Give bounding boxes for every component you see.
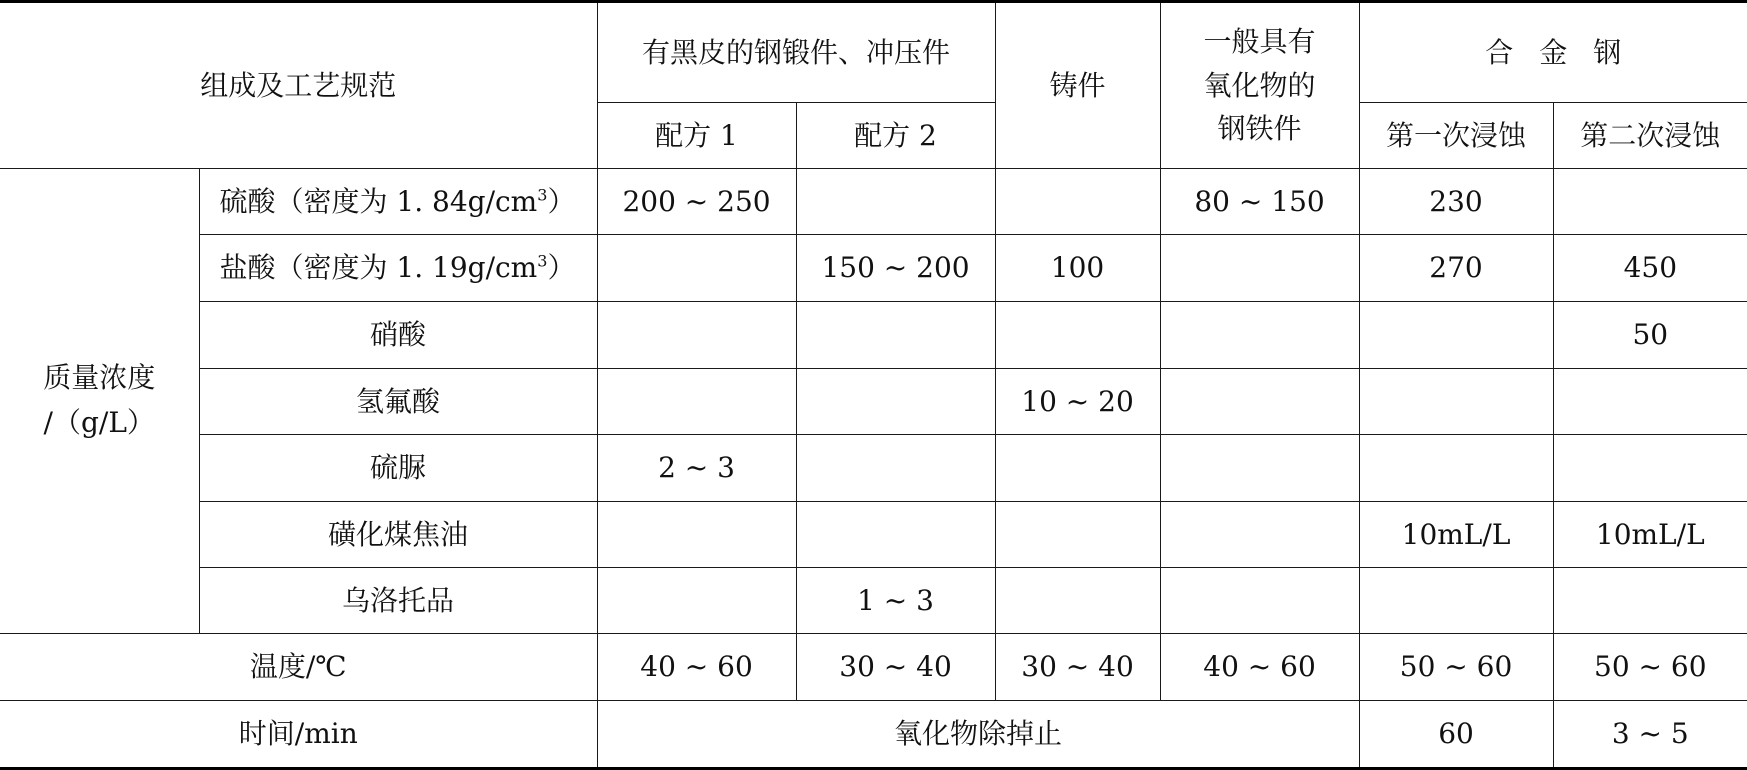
cell: 60	[1359, 701, 1553, 769]
cell	[1359, 369, 1553, 435]
cell: 100	[995, 235, 1160, 302]
cell	[1553, 435, 1747, 502]
cell	[995, 568, 1160, 634]
time-row	[0, 701, 1747, 769]
cell	[1160, 568, 1359, 634]
table-row	[0, 169, 1747, 235]
cell	[1160, 235, 1359, 302]
cell: 1 ~ 3	[796, 568, 995, 634]
row-name: 氢氟酸	[199, 369, 597, 435]
cell: 50 ~ 60	[1553, 634, 1747, 701]
temperature-row	[0, 634, 1747, 701]
cell	[1160, 435, 1359, 502]
cell: 50 ~ 60	[1359, 634, 1553, 701]
cell	[995, 169, 1160, 235]
cell: 50	[1553, 302, 1747, 369]
header-etch-1: 第一次浸蚀	[1359, 103, 1553, 169]
header-formula-2: 配方 2	[796, 103, 995, 169]
table-row	[0, 235, 1747, 302]
cell: 40 ~ 60	[1160, 634, 1359, 701]
cell: 3 ~ 5	[1553, 701, 1747, 769]
cell: 150 ~ 200	[796, 235, 995, 302]
header-etch-2: 第二次浸蚀	[1553, 103, 1747, 169]
time-merged-cell: 氧化物除掉止	[597, 701, 1359, 769]
cell: 30 ~ 40	[796, 634, 995, 701]
cell	[1553, 369, 1747, 435]
cell	[1553, 169, 1747, 235]
row-name: 磺化煤焦油	[199, 502, 597, 568]
group-unit: /（g/L）	[43, 406, 155, 439]
cell	[995, 502, 1160, 568]
cell	[1359, 435, 1553, 502]
cell: 10mL/L	[1359, 502, 1553, 568]
table-row	[0, 369, 1747, 435]
cell: 450	[1553, 235, 1747, 302]
cell: 80 ~ 150	[1160, 169, 1359, 235]
group-label-cell	[0, 169, 199, 634]
header-forging: 有黑皮的钢锻件、冲压件	[597, 2, 995, 103]
cell: 2 ~ 3	[597, 435, 796, 502]
header-oxide-text: 一般具有氧化物的钢铁件	[1203, 25, 1316, 146]
cell: 10 ~ 20	[995, 369, 1160, 435]
cell	[796, 435, 995, 502]
header-oxide-steel	[1160, 2, 1359, 169]
cell: 10mL/L	[1553, 502, 1747, 568]
table-row	[0, 302, 1747, 369]
header-alloy-steel	[1359, 2, 1747, 103]
temperature-label: 温度/℃	[0, 634, 597, 701]
row-name: 硝酸	[199, 302, 597, 369]
cell: 30 ~ 40	[995, 634, 1160, 701]
table-row	[0, 568, 1747, 634]
cell	[597, 502, 796, 568]
cell	[1160, 302, 1359, 369]
row-name: 硫酸（密度为 1. $84g/cm^3$）	[199, 169, 597, 235]
cell	[597, 568, 796, 634]
cell	[1359, 302, 1553, 369]
cell	[1359, 568, 1553, 634]
header-casting: 铸件	[995, 2, 1160, 169]
cell	[1160, 369, 1359, 435]
cell: 200 ~ 250	[597, 169, 796, 235]
table-row	[0, 502, 1747, 568]
cell	[995, 435, 1160, 502]
cell	[796, 169, 995, 235]
cell	[995, 302, 1160, 369]
cell	[796, 502, 995, 568]
time-label: 时间/min	[0, 701, 597, 769]
cell	[796, 369, 995, 435]
row-name: 盐酸（密度为 1. $19g/cm^3$）	[199, 235, 597, 302]
header-alloy-text: 合金钢	[1485, 35, 1648, 69]
group-label: 质量浓度	[43, 361, 156, 395]
header-formula-1: 配方 1	[597, 103, 796, 169]
cell	[597, 235, 796, 302]
cell: 270	[1359, 235, 1553, 302]
row-name: 硫脲	[199, 435, 597, 502]
cell	[796, 302, 995, 369]
table-row	[0, 435, 1747, 502]
cell	[597, 369, 796, 435]
cell: 230	[1359, 169, 1553, 235]
cell: 40 ~ 60	[597, 634, 796, 701]
row-name: 乌洛托品	[199, 568, 597, 634]
header-spec: 组成及工艺规范	[0, 2, 597, 169]
cell	[597, 302, 796, 369]
cell	[1553, 568, 1747, 634]
cell	[1160, 502, 1359, 568]
